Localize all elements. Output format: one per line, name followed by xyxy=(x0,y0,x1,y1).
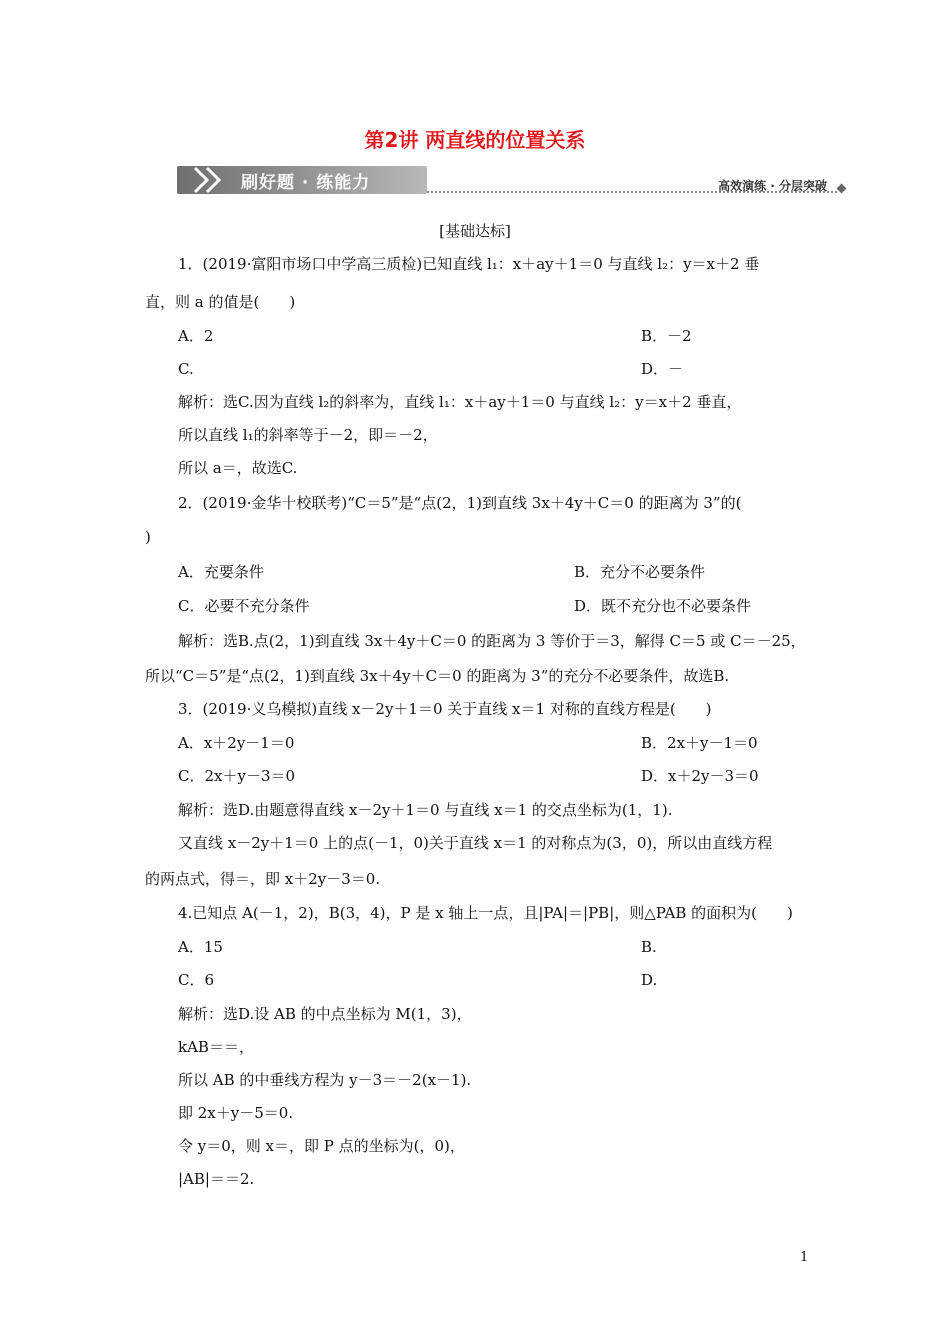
text-line: A．充要条件 xyxy=(178,563,264,581)
text-line: 1．(2019·富阳市场口中学高三质检)已知直线 l₁：x＋ay＋1＝0 与直线 l₂：y＝x＋2 垂 xyxy=(178,255,760,273)
text-line: 3．(2019·义乌模拟)直线 x－2y＋1＝0 关于直线 x＝1 对称的直线方程是( ) xyxy=(178,700,712,718)
text-line: D. xyxy=(641,971,658,989)
text-line: 2．(2019·金华十校联考)“C＝5”是“点(2，1)到直线 3x＋4y＋C＝0 的距离为 3”的( xyxy=(178,494,742,512)
text-line: 解析：选B.点(2，1)到直线 3x＋4y＋C＝0 的距离为 3 等价于＝3，解得 C＝5 或 C＝－25， xyxy=(178,632,806,650)
text-line: |AB|＝＝2. xyxy=(178,1170,255,1188)
text-line: B．充分不必要条件 xyxy=(574,563,706,581)
text-line: A．2 xyxy=(178,327,214,345)
section-heading: [基础达标] xyxy=(439,222,511,240)
text-line: 所以 a＝，故选C. xyxy=(178,459,298,477)
text-line: 所以 AB 的中垂线方程为 y－3＝－2(x－1). xyxy=(178,1071,472,1089)
text-line: 解析：选D.设 AB 的中点坐标为 M(1，3)， xyxy=(178,1005,472,1023)
text-line: D．x＋2y－3＝0 xyxy=(641,767,759,785)
text-line: B．2x＋y－1＝0 xyxy=(641,734,758,752)
text-line: 所以“C＝5”是“点(2，1)到直线 3x＋4y＋C＝0 的距离为 3”的充分不必要条件，故选B. xyxy=(145,667,730,685)
text-line: 又直线 x－2y＋1＝0 上的点(－1，0)关于直线 x＝1 的对称点为(3，0)，所以由直线方程 xyxy=(178,834,773,852)
text-line: kAB＝＝， xyxy=(178,1038,254,1056)
text-line: ) xyxy=(145,528,151,546)
text-line: C．6 xyxy=(178,971,215,989)
text-line: B. xyxy=(641,938,657,956)
section-banner xyxy=(177,160,847,200)
text-line: 所以直线 l₁的斜率等于－2，即＝－2， xyxy=(178,426,438,444)
text-line: A．x＋2y－1＝0 xyxy=(178,734,295,752)
text-line: C. xyxy=(178,360,194,378)
diamond-icon xyxy=(837,184,847,194)
text-line: 直，则 a 的值是( ) xyxy=(145,293,296,311)
text-line: 令 y＝0，则 x＝，即 P 点的坐标为(，0)， xyxy=(178,1137,465,1155)
text-line: 4.已知点 A(－1，2)，B(3，4)，P 是 x 轴上一点，且|PA|＝|PB|，则△PAB 的面积为( ) xyxy=(178,904,793,922)
text-line: D．既不充分也不必要条件 xyxy=(574,597,752,615)
text-line: 的两点式，得＝，即 x＋2y－3＝0. xyxy=(145,870,381,888)
chevron-right-icon xyxy=(191,166,231,194)
text-line: C．2x＋y－3＝0 xyxy=(178,767,296,785)
text-line: C．必要不充分条件 xyxy=(178,597,310,615)
text-line: A．15 xyxy=(178,938,223,956)
text-line: 解析：选D.由题意得直线 x－2y＋1＝0 与直线 x＝1 的交点坐标为(1，1). xyxy=(178,801,673,819)
text-line: B．－2 xyxy=(641,327,692,345)
banner-label: 刷好题 · 练能力 xyxy=(241,173,371,193)
text-line: 即 2x＋y－5＝0. xyxy=(178,1104,294,1122)
text-line: 解析：选C.因为直线 l₂的斜率为，直线 l₁：x＋ay＋1＝0 与直线 l₂：y＝x＋2 垂直， xyxy=(178,393,742,411)
text-line: D．－ xyxy=(641,360,684,378)
page-number: 1 xyxy=(800,1250,809,1265)
banner-tagline: 高效演练 · 分层突破 xyxy=(718,179,827,193)
page-title: 第2讲 两直线的位置关系 xyxy=(364,128,586,152)
